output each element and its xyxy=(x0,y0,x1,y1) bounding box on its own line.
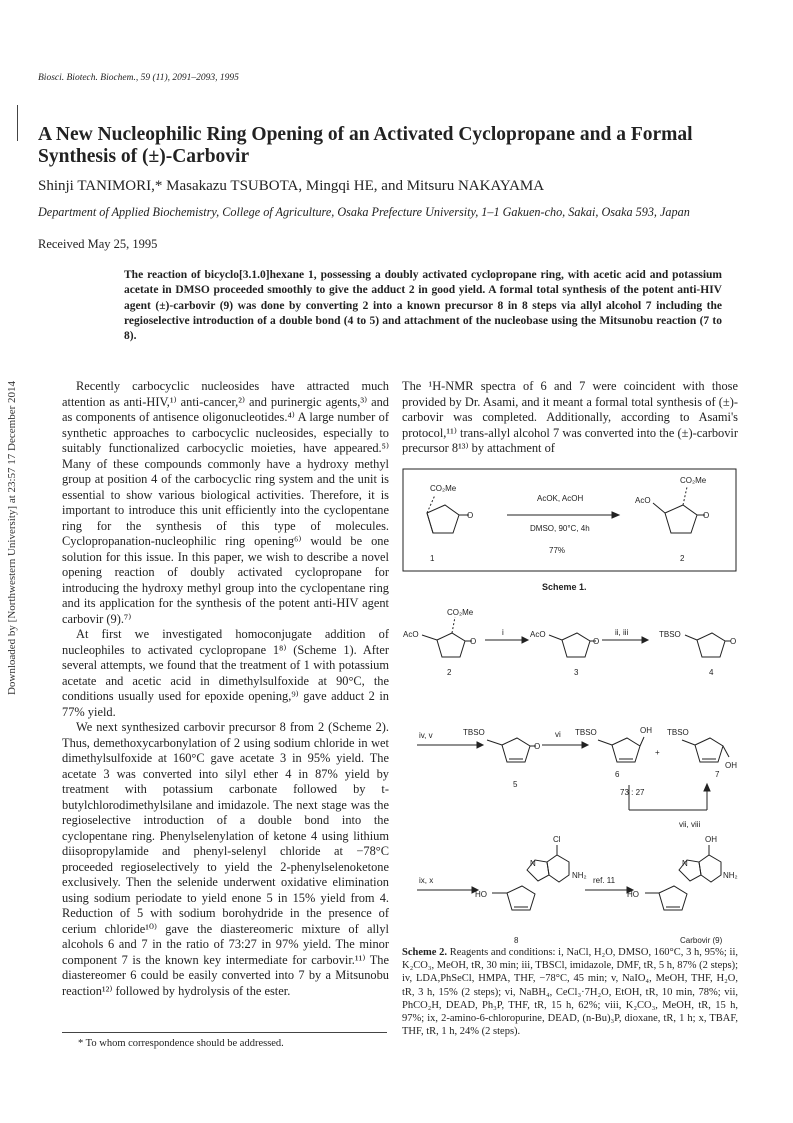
s2-label-9: Carbovir (9) xyxy=(680,936,723,945)
s2-oh-6: OH xyxy=(640,726,652,735)
s2-oh-7: OH xyxy=(725,761,737,770)
s2-n-9a: N xyxy=(682,859,688,868)
affiliation: Department of Applied Biochemistry, College of Agriculture, Osaka Prefecture University, 1–1 Gakuen-cho, Sakai, Osaka 593, Japan xyxy=(38,205,690,219)
s2-o-2: O xyxy=(470,637,477,646)
s2-aco-3: AcO xyxy=(530,630,546,639)
body-paragraph-1: Recently carbocyclic nucleosides have attracted much attention as anti-HIV,¹⁾ anti-cancer,²⁾ and purinergic agents,³⁾ and as components of antisence oligonucleotides.⁴⁾ A large number of synthetic approaches to carbocyclic nucleosides, especially to suitably functionalized carbocyclic moieties, have appeared.⁵⁾ Many of these compounds commonly have a hydroxy methyl group at position 4 of the carbocyclic ring system and the unit is essential to show various biological activities. Therefore, it is important to introduce this unit efficiently into the cyclopentane ring for the synthesis of this type of molecules. Cyclopropanation-nucleophilic ring opening⁶⁾ would be one solution for this issue. In this paper, we wish to describe a novel opening reaction of doubly activated cyclopropane for introducing the hydroxy methyl group into the cyclopentane ring and its application for the synthesis of the potent anti-HIV agent carbovir (9).⁷⁾ xyxy=(62,379,389,626)
s2-nh2-8: NH₂ xyxy=(572,871,587,880)
s1-reagent-top: AcOK, AcOH xyxy=(537,494,584,503)
scheme1-caption: Scheme 1. xyxy=(542,582,587,592)
s2-step-i: i xyxy=(502,628,504,637)
scheme2-caption xyxy=(402,946,738,1038)
s2-label-7: 7 xyxy=(715,770,720,779)
compound-6-ring xyxy=(612,738,640,762)
s2-label-2: 2 xyxy=(447,668,452,677)
footnote: * To whom correspondence should be addressed. xyxy=(78,1038,284,1049)
journal-citation: Biosci. Biotech. Biochem., 59 (11), 2091–2093, 1995 xyxy=(38,73,239,83)
abstract: The reaction of bicyclo[3.1.0]hexane 1, possessing a doubly activated cyclopropane ring, with acetic acid and potassium acetate in DMSO proceeded smoothly to give the adduct 2 in good yield. A formal total synthesis of the potent anti-HIV agent (±)-carbovir (9) was done by converting 2 into a known precursor 8 in 8 steps via allyl alcohol 7 including the regioselective introduction of a double bond (4 to 5) and attachment of the nucleobase using the Mitsunobu reaction (7 to 8). xyxy=(124,269,722,343)
s2-nh2-9: NH₂ xyxy=(723,871,738,880)
s1-reagent-bottom: DMSO, 90°C, 4h xyxy=(530,524,590,533)
carbovir-ring xyxy=(659,886,687,910)
body-paragraph-2: At first we investigated homoconjugate addition of nucleophiles to activated cyclopropane 1⁸⁾ (Scheme 1). After several attempts, we found that the treatment of 1 with potassium acetate and acetic acid in dimethylsulfoxide at 90°C, the conditions usually used for epoxide opening,⁹⁾ gave adduct 2 in 77% yield. xyxy=(62,627,389,719)
s2-step-vi: vi xyxy=(555,730,561,739)
body-paragraph-4: The ¹H-NMR spectra of 6 and 7 were coincident with those provided by Dr. Asami, and it meant a formal total synthesis of (±)-carbovir was completed. Additionally, according to Asami's protocol,¹¹⁾ trans-allyl alcohol 7 was converted into the (±)-carbovir precursor 8¹³⁾ by attachment of xyxy=(402,379,738,455)
s1-label-1: 1 xyxy=(430,554,435,563)
s2-label-4: 4 xyxy=(709,668,714,677)
s1-yield: 77% xyxy=(549,546,566,555)
s2-step-vii-viii: vii, viii xyxy=(679,820,701,829)
s2-step-ix-x: ix, x xyxy=(419,876,434,885)
scheme2-caption-text: Reagents and conditions: i, NaCl, H₂O, DMSO, 160°C, 3 h, 95%; ii, K₂CO₃, MeOH, tR, 30 min; iii, TBSCl, imidazole, DMF, tR, 5 h, 87% (2 steps); iv, LDA,PhSeCl, HMPA, THF, −78°C, 45 min; v, NaIO₄, MeOH, THF, H₂O, tR, 3 h, 15% (2 steps); vi, NaBH₄, CeCl₃·7H₂O, EtOH, tR, 10 min, 78%; vii, PhCO₂H, DEAD, Ph₃P, THF, tR, 15 h, 62%; viii, K₂CO₃, MeOH, tR, 15 h, 97%; ix, 2-amino-6-chloropurine, DEAD, (n-Bu)₃P, dioxane, tR, 1 h; x, TBAF, THF, tR, 1 h, 24% (2 steps). xyxy=(402,947,738,1038)
s1-label-2: 2 xyxy=(680,554,685,563)
s2-ref: ref. 11 xyxy=(593,876,616,885)
s2-ho-9: HO xyxy=(627,890,639,899)
s1-o-right: O xyxy=(703,511,710,520)
paper-title: A New Nucleophilic Ring Opening of an Activated Cyclopropane and a Formal Synthesis of (±)-Carbovir xyxy=(38,124,693,167)
compound-8-ring xyxy=(507,886,535,910)
body-paragraph-3: We next synthesized carbovir precursor 8 from 2 (Scheme 2). Thus, demethoxycarbonylation of 2 using sodium chloride in wet dimethylsulfoxide at 160°C gave acetate 3 in 95% yield. The acetate 3 was converted into silyl ether 4 in 87% yield by treatment with potassium carbonate followed by t-butylchlorodimethylsilane and imidazole. The next stage was the regioselective introduction of a double bond into the cyclopentane ring. Phenylselenylation of ketone 4 using lithium diisopropylamide and phenyl-selenyl chloride at −78°C proceeded regioselectively to yield the 2-phenylselenoketone exclusively. Then the selenide underwent oxidative elimination using sodium periodate to yield enone 5 in 15% yield from 4. Reduction of 5 with sodium borohydride in the presence of cerium chloride¹⁰⁾ gave the diastereomeric mixture of allyl alcohols 6 and 7 in the ratio of 73:27 in 97% yield. The minor component 7 is the known key intermediate for carbovir.¹¹⁾ The diastereomer 6 could be easily converted into 7 by a Mitsunobu reaction¹²⁾ followed by hydrolysis of the ester. xyxy=(62,720,389,998)
footnote-rule xyxy=(62,1032,387,1033)
s2-tbso-6: TBSO xyxy=(575,728,597,737)
s2-tbso-7: TBSO xyxy=(667,728,689,737)
s2-label-5: 5 xyxy=(513,780,518,789)
s2-step-iv-v: iv, v xyxy=(419,731,433,740)
s2-aco-2: AcO xyxy=(403,630,419,639)
s2-step-ii-iii: ii, iii xyxy=(615,628,629,637)
s2-co2me-2: CO₂Me xyxy=(447,608,474,617)
received-date: Received May 25, 1995 xyxy=(38,237,158,251)
reaction-schemes xyxy=(397,465,742,945)
author-list: Shinji TANIMORI,* Masakazu TSUBOTA, Mingqi HE, and Mitsuru NAKAYAMA xyxy=(38,178,545,194)
compound-4-ring xyxy=(697,633,725,657)
compound-2b-ring xyxy=(437,633,465,657)
s2-label-8: 8 xyxy=(514,936,519,945)
scheme2-caption-title: Scheme 2. xyxy=(402,947,447,958)
s2-o-5: O xyxy=(534,742,541,751)
s2-o-4: O xyxy=(730,637,737,646)
s2-n-8a: N xyxy=(530,859,536,868)
left-column xyxy=(62,379,389,999)
s2-plus: + xyxy=(655,748,660,757)
s1-aco: AcO xyxy=(635,496,651,505)
right-column-text xyxy=(402,379,738,457)
download-watermark: Downloaded by [Northwestern University] at 23:57 17 December 2014 xyxy=(6,380,18,696)
s2-label-3: 3 xyxy=(574,668,579,677)
s2-tbso-5: TBSO xyxy=(463,728,485,737)
s2-label-6: 6 xyxy=(615,770,620,779)
compound-3-ring xyxy=(562,633,590,657)
s2-ho-8: HO xyxy=(475,890,487,899)
compound-5-ring xyxy=(502,738,530,762)
margin-rule xyxy=(17,105,18,141)
compound-7-ring xyxy=(695,738,723,762)
compound-2-ring xyxy=(665,505,697,533)
s2-ratio: 73 : 27 xyxy=(620,788,645,797)
s1-co2me-right: CO₂Me xyxy=(680,476,707,485)
s1-co2me-left: CO₂Me xyxy=(430,484,457,493)
s2-tbso-4: TBSO xyxy=(659,630,681,639)
s1-o-left: O xyxy=(467,511,474,520)
s2-oh-9: OH xyxy=(705,835,717,844)
s2-o-3: O xyxy=(593,637,600,646)
s2-cl: Cl xyxy=(553,835,561,844)
